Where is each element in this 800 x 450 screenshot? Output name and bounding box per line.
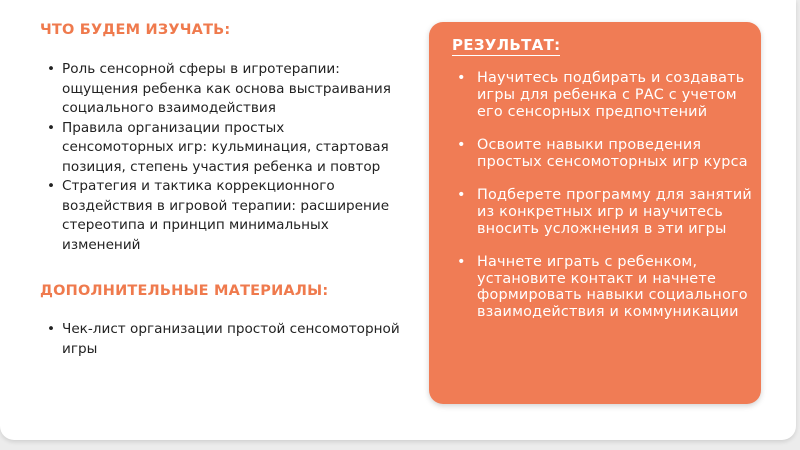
learn-list	[40, 60, 400, 255]
result-list	[457, 70, 753, 338]
left-column	[40, 22, 400, 359]
learn-item: • Роль сенсорной сферы в игротерапии: ощущения ребенка как основа выстраивания социального взаимодействия	[40, 60, 400, 119]
learn-item: • Стратегия и тактика коррекционного воздействия в игровой терапии: расширение стереотипа и принцип минимальных изменений	[40, 177, 400, 255]
result-item: • Начнете играть с ребенком, установите контакт и начнете формировать навыки социального взаимодействия и коммуникации	[457, 254, 753, 321]
materials-heading: ДОПОЛНИТЕЛЬНЫЕ МАТЕРИАЛЫ:	[40, 283, 329, 299]
learn-item: • Правила организации простых сенсомоторных игр: кульминация, стартовая позиция, степень участия ребенка и повтор	[40, 119, 400, 178]
materials-list	[40, 320, 400, 359]
result-item: • Освоите навыки проведения простых сенсомоторных игр курса	[457, 137, 753, 171]
result-item: • Научитесь подбирать и создавать игры для ребенка с РАС с учетом его сенсорных предпочтений	[457, 70, 753, 120]
result-heading: РЕЗУЛЬТАТ:	[452, 36, 561, 54]
result-panel	[429, 22, 761, 404]
materials-item: • Чек-лист организации простой сенсомоторной игры	[40, 320, 400, 359]
learn-heading: ЧТО БУДЕМ ИЗУЧАТЬ:	[40, 22, 231, 38]
result-item: • Подберете программу для занятий из конкретных игр и научитесь вносить усложнения в эти игры	[457, 187, 753, 237]
